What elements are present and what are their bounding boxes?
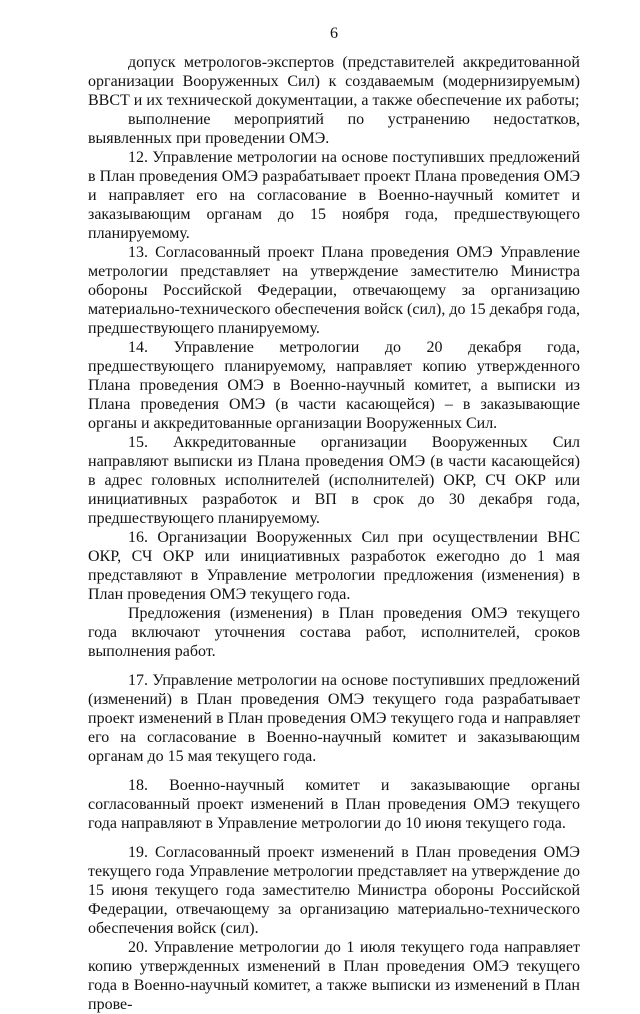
- paragraph-18: 18. Военно-научный комитет и заказывающие органы согласованный проект изменений в План проведения ОМЭ текущего года направляют в Управление метрологии до 10 июня текущего года.: [88, 777, 580, 832]
- paragraph-16-proposals: Предложения (изменения) в План проведения ОМЭ текущего года включают уточнения состава работ, исполнителей, сроков выполнения работ.: [88, 605, 580, 660]
- paragraph-20: 20. Управление метрологии до 1 июля текущего года направляет копию утвержденных изменений в План проведения ОМЭ текущего года в Военно-научный комитет, а также выписки из изменений в План прове-: [88, 939, 580, 1013]
- paragraph-elimination-of-deficiencies: выполнение мероприятий по устранению недостатков, выявленных при проведении ОМЭ.: [88, 111, 580, 147]
- document-page: [88, 24, 580, 1014]
- paragraph-19: 19. Согласованный проект изменений в План проведения ОМЭ текущего года Управление метрологии представляет на утверждение до 15 июня текущего года заместителю Министра обороны Российской Федерации, отвечающему за организацию материально-технического обеспечения войск (сил).: [88, 844, 580, 937]
- paragraph-12: 12. Управление метрологии на основе поступивших предложений в План проведения ОМЭ разрабатывает проект Плана проведения ОМЭ и направляет его на согласование в Военно-научный комитет и заказывающим органам до 15 ноября года, предшествующего планируемому.: [88, 149, 580, 242]
- paragraph-admission-of-experts: допуск метрологов-экспертов (представителей аккредитованной организации Вооруженных Сил) к создаваемым (модернизируемым) ВВСТ и их технической документации, а также обеспечение их работы;: [88, 54, 580, 109]
- paragraph-14: 14. Управление метрологии до 20 декабря года, предшествующего планируемому, направляет копию утвержденного Плана проведения ОМЭ в Военно-научный комитет, а выписки из Плана проведения ОМЭ (в части касающейся) – в заказывающие органы и аккредитованные организации Вооруженных Сил.: [88, 339, 580, 432]
- page-number: 6: [330, 25, 338, 42]
- paragraph-15: 15. Аккредитованные организации Вооруженных Сил направляют выписки из Плана проведения ОМЭ (в части касающейся) в адрес головных исполнителей (исполнителей) ОКР, СЧ ОКР или инициативных разработок и ВП в срок до 30 декабря года, предшествующего планируемому.: [88, 434, 580, 527]
- paragraph-17: 17. Управление метрологии на основе поступивших предложений (изменений) в План проведения ОМЭ текущего года разрабатывает проект изменений в План проведения ОМЭ текущего года и направляет его на согласование в Военно-научный комитет и заказывающим органам до 15 мая текущего года.: [88, 672, 580, 765]
- document-body: [88, 53, 580, 1014]
- paragraph-13: 13. Согласованный проект Плана проведения ОМЭ Управление метрологии представляет на утверждение заместителю Министра обороны Российской Федерации, отвечающему за организацию материально-технического обеспечения войск (сил), до 15 декабря года, предшествующего планируемому.: [88, 244, 580, 337]
- paragraph-16: 16. Организации Вооруженных Сил при осуществлении ВНС ОКР, СЧ ОКР или инициативных разработок ежегодно до 1 мая представляют в Управление метрологии предложения (изменения) в План проведения ОМЭ текущего года.: [88, 529, 580, 603]
